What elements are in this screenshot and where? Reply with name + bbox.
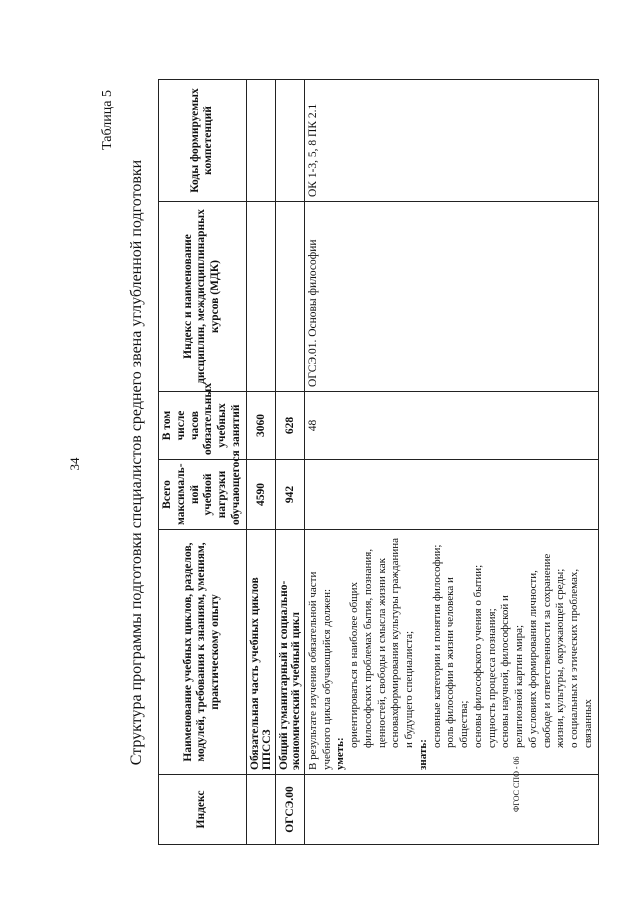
cell-empty — [246, 80, 275, 202]
footer-code: ФГОС СПО - 06 — [512, 756, 521, 812]
cell-empty — [304, 460, 598, 530]
cell-empty — [275, 80, 304, 202]
requirement-line: основы научной, философской и религиозной картин мира; — [499, 595, 526, 748]
table-header-row — [159, 80, 247, 845]
table-row — [275, 80, 304, 845]
requirement-line: сущность процесса познания; — [485, 608, 498, 748]
requirement-line: об условиях формирования личности, свободе и ответственности за сохранение жизни, культуры, окружающей среды; — [526, 553, 567, 748]
requirements-text — [304, 530, 598, 775]
detail-hours: 48 — [304, 392, 598, 460]
requirement-line: о социальных и этических проблемах, связанных — [568, 568, 594, 748]
header-max-load: Всего максималь-ной учебной нагрузки обучающегося — [159, 460, 247, 530]
page-title: Структура программы подготовки специалистов среднего звена углубленной подготовки — [128, 159, 145, 766]
header-mandatory-hours: В том числе часов обязательных учебных занятий — [159, 392, 247, 460]
mandatory-part-max-load: 4590 — [246, 460, 275, 530]
requirement-line: В результате изучения обязательной части учебного цикла обучающийся должен: — [306, 571, 333, 770]
detail-competencies: ОК 1-3, 5, 8 ПК 2.1 — [304, 80, 598, 202]
cell-empty — [304, 775, 598, 845]
table-row — [304, 80, 598, 845]
requirement-line: роль философии в жизни человека и общества; — [444, 577, 471, 748]
program-structure-table — [158, 79, 599, 845]
cell-empty — [246, 775, 275, 845]
cell-empty — [246, 202, 275, 392]
header-discipline: Индекс и наименование дисциплин, междисциплинарных курсов (МДК) — [159, 202, 247, 392]
header-name: Наименование учебных циклов, разделов, модулей, требования к знаниям, умениям, практическому опыту — [159, 530, 247, 775]
requirement-line: основы философского учения о бытии; — [471, 564, 484, 748]
ogse-name: Общий гуманитарный и социально-экономический учебный цикл — [275, 530, 304, 775]
detail-discipline: ОГСЭ.01. Основы философии — [304, 202, 598, 392]
header-competencies: Коды формируемых компетенций — [159, 80, 247, 202]
table-label: Таблица 5 — [100, 90, 115, 150]
requirement-line: основные категории и понятия философии; — [430, 544, 443, 748]
page-number: 34 — [67, 457, 82, 471]
table-row — [246, 80, 275, 845]
mandatory-part-hours: 3060 — [246, 392, 275, 460]
requirement-line: ориентироваться в наиболее общих философских проблемах бытия, познания, ценностей, свободы и смысла жизни как основахформирования культуры гражданина и будущего специалиста; — [348, 538, 416, 748]
requirement-heading-skills: уметь: — [334, 737, 347, 770]
rotated-page-content — [100, 80, 594, 845]
requirement-heading-knowledge: знать: — [416, 739, 429, 770]
cell-empty — [275, 202, 304, 392]
header-index: Индекс — [159, 775, 247, 845]
mandatory-part-name: Обязательная часть учебных циклов ППССЗ — [246, 530, 275, 775]
ogse-hours: 628 — [275, 392, 304, 460]
ogse-max-load: 942 — [275, 460, 304, 530]
ogse-index: ОГСЭ.00 — [275, 775, 304, 845]
